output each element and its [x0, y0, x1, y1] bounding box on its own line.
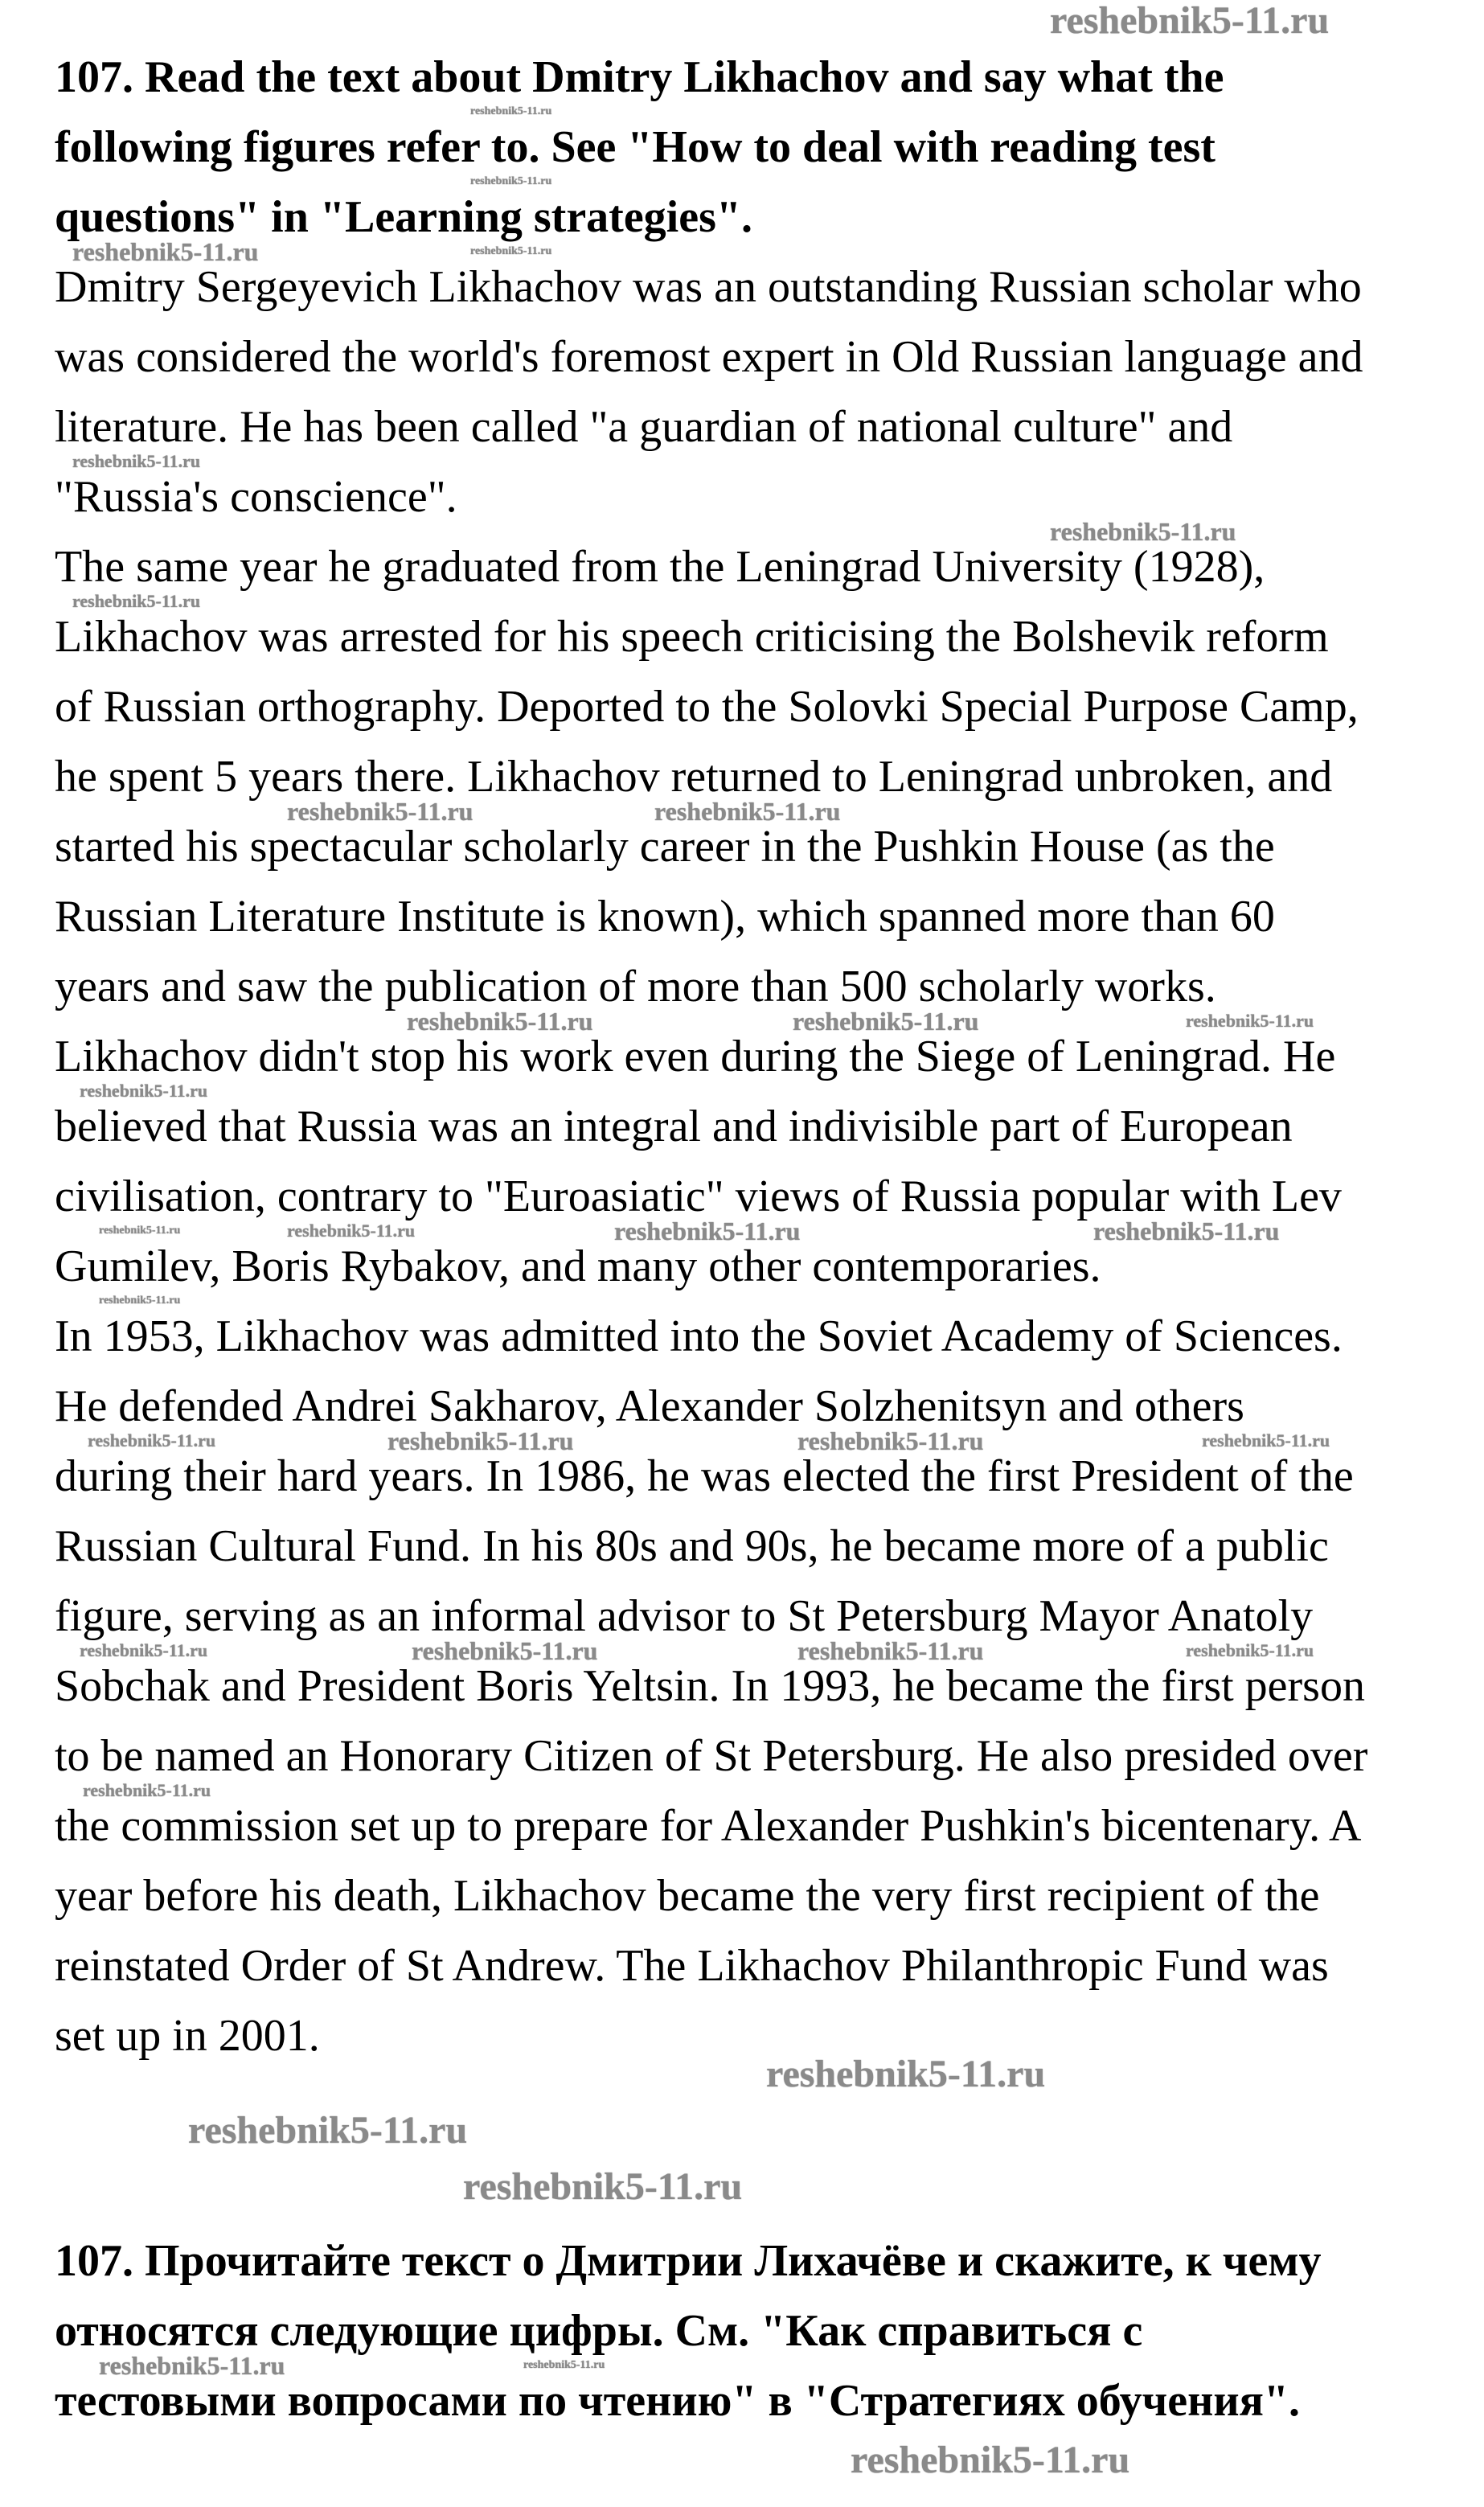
text-line: Sobchak and President Boris Yeltsin. In 1993, he became the first person [55, 1660, 1365, 1711]
watermark-text: reshebnik5-11.ru [80, 1640, 208, 1660]
task-title-russian [55, 2235, 1322, 2450]
watermark-text: reshebnik5-11.ru [793, 1007, 979, 1036]
text-line: civilisation, contrary to "Euroasiatic" views of Russia popular with Lev [55, 1171, 1342, 1221]
watermark-text: reshebnik5-11.ru [1186, 1640, 1314, 1660]
text-line: Likhachov didn't stop his work even during the Siege of Leningrad. He [55, 1031, 1336, 1081]
title-line: questions" in "Learning strategies". [55, 191, 752, 242]
title-line: 107. Read the text about Dmitry Likhachov and say what the [55, 51, 1224, 102]
watermark-text: reshebnik5-11.ru [83, 1780, 211, 1800]
text-line: reinstated Order of St Andrew. The Likhachov Philanthropic Fund was [55, 1940, 1329, 1991]
text-line: to be named an Honorary Citizen of St Petersburg. He also presided over [55, 1730, 1368, 1781]
watermark-text: reshebnik5-11.ru [766, 2053, 1046, 2095]
watermark-text: reshebnik5-11.ru [412, 1636, 598, 1665]
text-line: figure, serving as an informal advisor to St Petersburg Mayor Anatoly [55, 1590, 1314, 1641]
text-line: "Russia's conscience". [55, 471, 457, 522]
text-line: set up in 2001. [55, 2010, 320, 2061]
watermark-text: reshebnik5-11.ru [88, 1430, 216, 1450]
watermark-text: reshebnik5-11.ru [188, 2109, 468, 2152]
text-line: during their hard years. In 1986, he was elected the first President of the [55, 1450, 1354, 1501]
watermark-text: reshebnik5-11.ru [1186, 1011, 1314, 1031]
title-line: 107. Прочитайте текст о Дмитрии Лихачёве и скажите, к чему [55, 2235, 1322, 2286]
text-line: Dmitry Sergeyevich Likhachov was an outstanding Russian scholar who [55, 261, 1362, 312]
watermark-text: reshebnik5-11.ru [72, 451, 201, 471]
text-line: Gumilev, Boris Rybakov, and many other contemporaries. [55, 1241, 1101, 1291]
text-line: Likhachov was arrested for his speech criticising the Bolshevik reform [55, 611, 1329, 662]
watermark-text: reshebnik5-11.ru [1093, 1217, 1280, 1245]
watermark-text: reshebnik5-11.ru [470, 175, 552, 187]
watermark-text: reshebnik5-11.ru [797, 1426, 984, 1455]
watermark-text: reshebnik5-11.ru [72, 237, 259, 266]
watermark-text: reshebnik5-11.ru [1202, 1430, 1330, 1450]
title-line: относятся следующие цифры. См. "Как справиться с [55, 2305, 1143, 2356]
text-line: literature. He has been called "a guardian of national culture" and [55, 401, 1233, 452]
watermark-text: reshebnik5-11.ru [72, 591, 201, 611]
text-line: of Russian orthography. Deported to the Solovki Special Purpose Camp, [55, 681, 1359, 732]
title-line: following figures refer to. See "How to deal with reading test [55, 121, 1215, 172]
watermark-text: reshebnik5-11.ru [387, 1426, 574, 1455]
task-title-english [55, 51, 1224, 266]
watermark-text: reshebnik5-11.ru [797, 1636, 984, 1665]
watermark-text: reshebnik5-11.ru [80, 1081, 208, 1101]
watermark-text: reshebnik5-11.ru [1050, 517, 1236, 546]
text-line: years and saw the publication of more than 500 scholarly works. [55, 961, 1216, 1011]
watermark-text: reshebnik5-11.ru [287, 797, 473, 826]
text-line: year before his death, Likhachov became the very first recipient of the [55, 1870, 1320, 1921]
watermark-text: reshebnik5-11.ru [470, 105, 552, 117]
watermark-text: reshebnik5-11.ru [463, 2165, 743, 2208]
watermark-text: reshebnik5-11.ru [99, 1295, 181, 1307]
watermark-text: reshebnik5-11.ru [614, 1217, 801, 1245]
text-line: believed that Russia was an integral and indivisible part of European [55, 1101, 1293, 1151]
title-line: тестовыми вопросами по чтению" в "Стратегиях обучения". [55, 2375, 1300, 2426]
text-line: started his spectacular scholarly career in the Pushkin House (as the [55, 821, 1275, 872]
watermark-text: reshebnik5-11.ru [523, 2359, 605, 2371]
watermark-text: reshebnik5-11.ru [851, 2439, 1130, 2481]
watermark-text: reshebnik5-11.ru [1050, 0, 1330, 42]
text-line: Russian Literature Institute is known), which spanned more than 60 [55, 891, 1275, 942]
watermark-text: reshebnik5-11.ru [470, 245, 552, 257]
watermark-text: reshebnik5-11.ru [99, 1225, 181, 1237]
text-line: was considered the world's foremost expert in Old Russian language and [55, 331, 1363, 382]
text-line: He defended Andrei Sakharov, Alexander Solzhenitsyn and others [55, 1381, 1244, 1431]
watermark-text: reshebnik5-11.ru [99, 2351, 285, 2380]
text-line: The same year he graduated from the Leningrad University (1928), [55, 541, 1265, 592]
watermark-text: reshebnik5-11.ru [407, 1007, 593, 1036]
text-line: the commission set up to prepare for Alexander Pushkin's bicentenary. A [55, 1800, 1362, 1851]
watermark-text: reshebnik5-11.ru [654, 797, 841, 826]
watermark-text: reshebnik5-11.ru [287, 1221, 416, 1241]
text-line: In 1953, Likhachov was admitted into the Soviet Academy of Sciences. [55, 1311, 1343, 1361]
text-line: Russian Cultural Fund. In his 80s and 90s, he became more of a public [55, 1520, 1329, 1571]
text-line: he spent 5 years there. Likhachov returned to Leningrad unbroken, and [55, 751, 1333, 802]
